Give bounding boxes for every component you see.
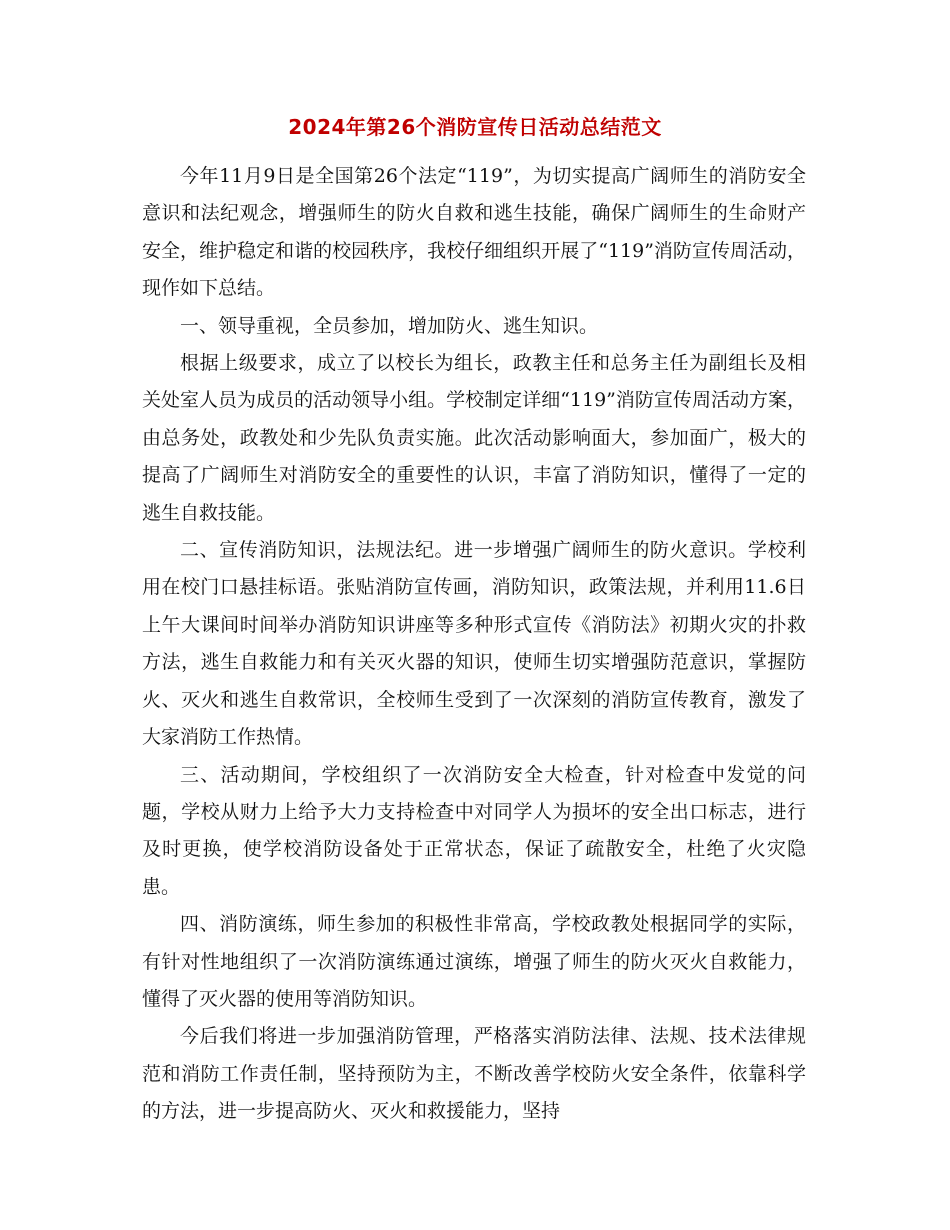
paragraph-section-4: 四、消防演练，师生参加的积极性非常高，学校政教处根据同学的实际，有针对性地组织了一次消防演练通过演练，增强了师生的防火灭火自救能力，懂得了灭火器的使用等消防知识。 [142, 913, 806, 1010]
paragraph-section-1-body: 根据上级要求，成立了以校长为组长，政教主任和总务主任为副组长及相关处室人员为成员的活动领导小组。学校制定详细“119”消防宣传周活动方案，由总务处，政教处和少先队负责实施。此次活动影响面大，参加面广，极大的提高了广阔师生对消防安全的重要性的认识，丰富了消防知识，懂得了一定的逃生自救技能。 [142, 352, 806, 524]
paragraph-section-2: 二、宣传消防知识，法规法纪。进一步增强广阔师生的防火意识。学校利用在校门口悬挂标语。张贴消防宣传画，消防知识，政策法规，并利用11.6日上午大课间时间举办消防知识讲座等多种形式宣传《消防法》初期火灾的扑救方法，逃生自救能力和有关灭火器的知识，使师生切实增强防范意识，掌握防火、灭火和逃生自救常识，全校师生受到了一次深刻的消防宣传教育，激发了大家消防工作热情。 [142, 539, 806, 749]
document-body [142, 158, 806, 1131]
paragraph-conclusion: 今后我们将进一步加强消防管理，严格落实消防法律、法规、技术法律规范和消防工作责任制，坚持预防为主，不断改善学校防火安全条件，依靠科学的方法，进一步提高防火、灭火和救援能力，坚持 [142, 1025, 806, 1123]
paragraph-section-1-heading: 一、领导重视，全员参加，增加防火、逃生知识。 [180, 314, 599, 337]
document-title: 2024年第26个消防宣传日活动总结范文 [288, 115, 662, 139]
paragraph-intro: 今年11月9日是全国第26个法定“119”，为切实提高广阔师生的消防安全意识和法纪观念，增强师生的防火自救和逃生技能，确保广阔师生的生命财产安全，维护稳定和谐的校园秩序，我校仔细组织开展了“119”消防宣传周活动，现作如下总结。 [142, 165, 806, 300]
paragraph-section-3: 三、活动期间，学校组织了一次消防安全大检查，针对检查中发觉的问题，学校从财力上给予大力支持检查中对同学人为损坏的安全出口标志，进行及时更换，使学校消防设备处于正常状态，保证了疏散安全，杜绝了火灾隐患。 [142, 763, 806, 898]
